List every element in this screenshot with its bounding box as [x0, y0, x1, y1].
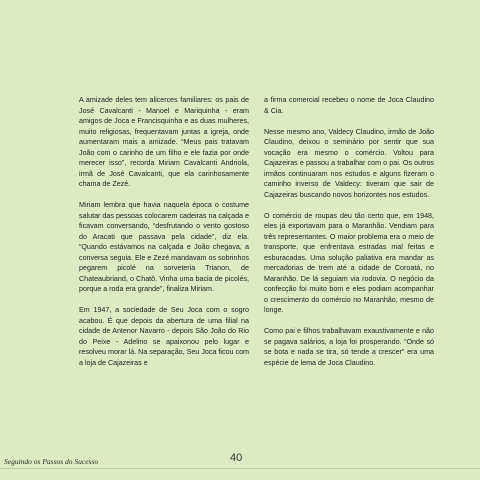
paragraph: Em 1947, a sociedade de Seu Joca com o sogro acabou. É que depois da abertura de uma filial na cidade de Antenor Navarro - depois São João do Rio do Peixe - Adelino se apaixonou pelo lugar e resolveu morar lá. Na separação, Seu Joca ficou com a loja de Cajazeiras e: [79, 306, 249, 367]
paragraph: a firma comercial recebeu o nome de Joca Claudino & Cia.: [264, 96, 434, 115]
footer-book-title: Seguindo os Passos do Sucesso: [4, 457, 99, 466]
footer-divider: [0, 468, 480, 469]
paragraph: Nesse mesmo ano, Valdecy Claudino, irmão de João Claudino, deixou o seminário por sentir que sua vocação era mesmo o comércio. Voltou para Cajazeiras e passou a trabalhar com o pai. Os outros irmãos continuaram nos estudos e alguns fizeram o caminho inverso de Valdecy: tiveram que sair de Cajazeiras buscando novos horizontes nos estudos.: [264, 127, 434, 199]
paragraph: O comércio de roupas deu tão certo que, em 1948, eles já exportavam para o Maranhão. Vendiam para três representantes. O maior problema era o meio de transporte, que enfrentava estradas mal feitas e esburacadas. Uma solução paliativa era mandar as mercadorias de trem até a cidade de Coroatá, no Maranhão. De lá seguiam via rodovia. O negócio da confecção foi muito bom e eles podiam acompanhar o crescimento do comércio no Maranhão, mesmo de longe.: [264, 211, 434, 314]
paragraph: Miriam lembra que havia naquela época o costume salutar das pessoas colocarem cadeiras na calçada e ficavam conversando, “desfrutando o vento gostoso do Aracati que passava pela cidade”, diz ela. “Quando estávamos na calçada e João chegava, a conversa seguia. Ele e Zezé mandavam os sobrinhos pegarem picolé na sorveteria Trianon, de Chateaubriand, o Chatô. Vinha uma bacia de picolés, porque a roda era grande”, finaliza Miriam.: [79, 201, 249, 293]
page-number: 40: [230, 452, 243, 464]
paragraph: Como pai e filhos trabalhavam exaustivamente e não se pagava salários, a loja foi prosperando. “Onde só se bota e nada se tira, só tende a crescer” era uma espécie de lema de Joca Claudino.: [264, 327, 434, 367]
paragraph: A amizade deles tem alicerces familiares: os pais de José Cavalcanti - Manoel e Mariquinha - eram amigos de Joca e Francisquinha e as duas mulheres, muito religiosas, frequentavam juntas a igreja, onde aumentaram mais a amizade. “Meus pais tratavam João com o carinho de um filho e ele fazia por onde merecer isso”, recorda Miriam Cavalcanti Andriola, irmã de José Cavalcanti, que ela carinhosamente chama de Zezé.: [79, 96, 249, 188]
right-text-column: [264, 95, 434, 379]
left-text-column: [79, 95, 249, 379]
